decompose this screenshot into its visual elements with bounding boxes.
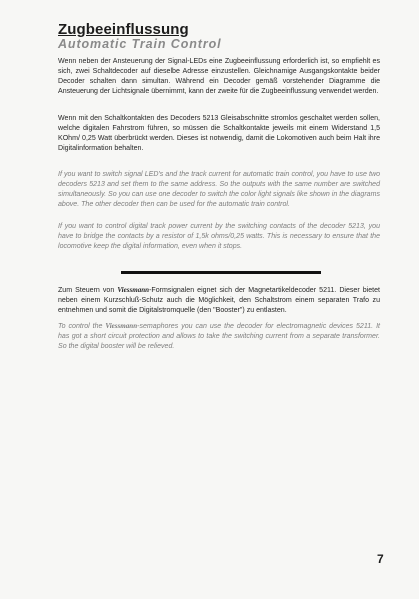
brand-name: Viessmann: [117, 286, 150, 294]
section-divider: [121, 271, 321, 274]
paragraph-de-resistor: Wenn mit den Schaltkontakten des Decoders 5213 Gleisabschnitte stromlos geschaltet werden sollen, welche digitalen Fahrstrom führen, so müssen die Schaltkontakte jeweils mit einem Widerstand 1,5 KOhm/ 0,25 Watt überbrückt werden. Dieses ist notwendig, damit die Lokomotiven auch beim Halt ihre Digitalinformation behalten.: [58, 115, 380, 152]
paragraph-en-semaphores: [58, 321, 380, 352]
page-title: Zugbeeinflussung: [58, 21, 189, 38]
paragraph-de-two-decoders: Wenn neben der Ansteuerung der Signal-LEDs eine Zugbeeinflussung erforderlich ist, so empfiehlt es sich, zwei Schaltdecoder auf dieselbe Adresse einzustellen. Gleichnamige Ausgangskontakte beider Decoder schalten dann simultan. Während ein Decoder gemäß vorstehender Diagramme die Ansteuerung der Lichtsignale übernimmt, kann der zweite für die Zugbeeinflussung verwendet werden.: [58, 58, 380, 95]
paragraph-de-semaphores-start: Zum Steuern von: [58, 287, 118, 294]
paragraph-en-resistor: If you want to control digital track power current by the switching contacts of the decoder 5213, you have to bridge the contacts by a resistor of 1,5k ohms/0,25 watts. This is necessary to ensure that the locomotive keep the digital information, even when it stops.: [58, 223, 380, 250]
paragraph-en-semaphores-start: To control the: [58, 323, 106, 330]
paragraph-en-semaphores-end: -semaphores you can use the decoder for electromagnetic devices 5211. It has got a short circuit protection and allows to take the switching current from a separate transformer. So the digital booster will be relieved.: [58, 323, 380, 350]
page-number: 7: [377, 552, 384, 566]
page-subtitle-english: Automatic Train Control: [58, 37, 222, 51]
brand-name-en: Viessmann: [105, 322, 138, 330]
paragraph-en-two-decoders: If you want to switch signal LED's and the track current for automatic train control, you have to use two decoders 5213 and set them to the same address. So the outputs with the same number are switched simultaneously. So you can use one decoder to switch the color light signals like shown in the diagrams above. The other decoder then can be used for the automatic train control.: [58, 171, 380, 208]
paragraph-de-semaphores-end: -Formsignalen eignet sich der Magnetartikeldecoder 5211. Dieser bietet neben einem Kurzschluß-Schutz auch die Möglichkeit, den Schaltstrom einem separaten Trafo zu entnehmen und somit die Digitalstromquelle (den "Booster") zu entlasten.: [58, 287, 380, 314]
paragraph-de-semaphores: [58, 285, 380, 316]
